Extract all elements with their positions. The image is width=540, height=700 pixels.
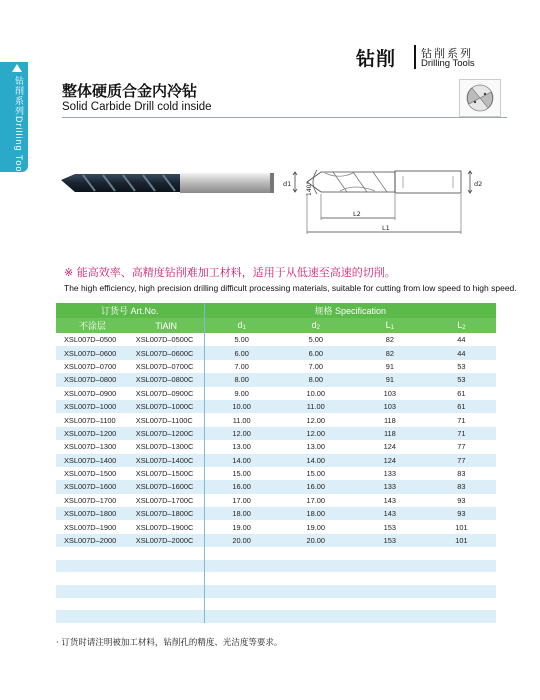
table-cell: 16.00 bbox=[279, 480, 353, 493]
table-cell-empty bbox=[204, 547, 279, 560]
table-cell: 124 bbox=[353, 454, 427, 467]
table-cell: 83 bbox=[427, 467, 496, 480]
table-cell: 77 bbox=[427, 440, 496, 453]
table-cell: XSL007D–1000C bbox=[129, 400, 204, 413]
table-cell: 118 bbox=[353, 413, 427, 426]
table-cell: 103 bbox=[353, 400, 427, 413]
label-L1: L1 bbox=[382, 224, 390, 232]
table-cell: 12.00 bbox=[204, 427, 279, 440]
product-title-en: Solid Carbide Drill cold inside bbox=[62, 101, 212, 113]
table-cell: 8.00 bbox=[279, 373, 353, 386]
table-cell-empty bbox=[129, 610, 204, 623]
table-cell-empty bbox=[56, 598, 129, 611]
section-title: 钻削 bbox=[356, 48, 397, 70]
table-cell: 7.00 bbox=[279, 360, 353, 373]
table-cell: 15.00 bbox=[204, 467, 279, 480]
table-cell-empty bbox=[56, 610, 129, 623]
table-cell: 7.00 bbox=[204, 360, 279, 373]
table-cell-empty bbox=[353, 585, 427, 598]
table-cell: XSL007D–1800C bbox=[129, 507, 204, 520]
section-subtitle-cn: 钻削系列 bbox=[421, 47, 473, 60]
table-cell: 10.00 bbox=[279, 387, 353, 400]
table-cell: 16.00 bbox=[204, 480, 279, 493]
table-cell-empty bbox=[204, 585, 279, 598]
table-cell: 18.00 bbox=[279, 507, 353, 520]
table-cell: 14.00 bbox=[279, 454, 353, 467]
table-cell: XSL007D–1800 bbox=[56, 507, 129, 520]
table-cell: 17.00 bbox=[204, 494, 279, 507]
table-row bbox=[56, 413, 496, 426]
table-cell: 44 bbox=[427, 333, 496, 346]
footer-note: · 订货时请注明被加工材料，钻削孔的精度、光洁度等要求。 bbox=[56, 638, 283, 648]
table-cell-empty bbox=[353, 610, 427, 623]
table-cell-empty bbox=[353, 598, 427, 611]
table-cell-empty bbox=[204, 598, 279, 611]
spec-table bbox=[56, 303, 496, 623]
table-cell-empty bbox=[56, 560, 129, 573]
table-cell: 14.00 bbox=[204, 454, 279, 467]
table-cell: 143 bbox=[353, 494, 427, 507]
drill-tip-icon bbox=[459, 79, 501, 117]
table-row bbox=[56, 507, 496, 520]
table-cell: 6.00 bbox=[204, 346, 279, 359]
label-d2: d2 bbox=[474, 180, 483, 188]
table-cell: XSL007D–1900C bbox=[129, 520, 204, 533]
table-cell-empty bbox=[279, 547, 353, 560]
table-row bbox=[56, 427, 496, 440]
feature-text-cn: ※ 能高效率、高精度钻削难加工材料，适用于从低速至高速的切削。 bbox=[64, 266, 396, 279]
table-cell: XSL007D–1500C bbox=[129, 467, 204, 480]
table-row-empty bbox=[56, 547, 496, 560]
table-cell: XSL007D–2000 bbox=[56, 534, 129, 547]
table-cell: 71 bbox=[427, 413, 496, 426]
title-rule bbox=[62, 117, 507, 118]
table-cell: 71 bbox=[427, 427, 496, 440]
header-d2: d2 bbox=[279, 318, 353, 333]
section-subtitle-en: Drilling Tools bbox=[421, 58, 475, 69]
table-cell: 93 bbox=[427, 494, 496, 507]
table-cell-empty bbox=[427, 572, 496, 585]
table-row-empty bbox=[56, 572, 496, 585]
table-cell-empty bbox=[129, 598, 204, 611]
table-cell: 13.00 bbox=[279, 440, 353, 453]
table-cell-empty bbox=[279, 598, 353, 611]
side-tab-label: 钻削系列Drilling Tools bbox=[14, 76, 24, 181]
table-row-empty bbox=[56, 585, 496, 598]
table-cell: 124 bbox=[353, 440, 427, 453]
table-cell: 133 bbox=[353, 480, 427, 493]
table-row bbox=[56, 333, 496, 346]
table-cell: XSL007D–0700 bbox=[56, 360, 129, 373]
table-cell: 91 bbox=[353, 373, 427, 386]
table-cell-empty bbox=[279, 610, 353, 623]
table-cell: 19.00 bbox=[204, 520, 279, 533]
table-header-row-2 bbox=[56, 318, 496, 333]
label-d1: d1 bbox=[283, 180, 292, 188]
table-cell-empty bbox=[427, 585, 496, 598]
table-cell: XSL007D–1500 bbox=[56, 467, 129, 480]
table-row-empty bbox=[56, 598, 496, 611]
table-cell: 5.00 bbox=[279, 333, 353, 346]
table-row bbox=[56, 534, 496, 547]
table-cell-empty bbox=[427, 610, 496, 623]
table-cell-empty bbox=[353, 572, 427, 585]
table-cell-empty bbox=[279, 572, 353, 585]
table-cell: XSL007D–1400 bbox=[56, 454, 129, 467]
table-cell: XSL007D–1700 bbox=[56, 494, 129, 507]
table-cell: 101 bbox=[427, 520, 496, 533]
table-cell: 82 bbox=[353, 346, 427, 359]
label-angle: 140° bbox=[306, 181, 313, 196]
table-cell: 118 bbox=[353, 427, 427, 440]
table-row-empty bbox=[56, 610, 496, 623]
table-row bbox=[56, 454, 496, 467]
table-cell: 20.00 bbox=[204, 534, 279, 547]
table-cell: XSL007D–1200 bbox=[56, 427, 129, 440]
triangle-icon bbox=[12, 64, 22, 72]
table-cell-empty bbox=[56, 547, 129, 560]
header-specification: 规格 Specification bbox=[204, 303, 496, 318]
table-cell: XSL007D–0600C bbox=[129, 346, 204, 359]
table-cell: XSL007D–1900 bbox=[56, 520, 129, 533]
table-cell: 10.00 bbox=[204, 400, 279, 413]
table-cell-empty bbox=[204, 572, 279, 585]
table-row bbox=[56, 520, 496, 533]
table-cell-empty bbox=[204, 560, 279, 573]
table-cell: 91 bbox=[353, 360, 427, 373]
table-cell: XSL007D–0900 bbox=[56, 387, 129, 400]
table-cell: 93 bbox=[427, 507, 496, 520]
table-cell: 8.00 bbox=[204, 373, 279, 386]
table-cell: 13.00 bbox=[204, 440, 279, 453]
table-cell: 77 bbox=[427, 454, 496, 467]
header-L2: L2 bbox=[427, 318, 496, 333]
table-cell: 101 bbox=[427, 534, 496, 547]
header-tialn: TiAlN bbox=[129, 318, 204, 333]
table-cell: 18.00 bbox=[204, 507, 279, 520]
table-row bbox=[56, 480, 496, 493]
table-cell: 6.00 bbox=[279, 346, 353, 359]
table-cell: 153 bbox=[353, 534, 427, 547]
table-cell: 44 bbox=[427, 346, 496, 359]
table-cell: 9.00 bbox=[204, 387, 279, 400]
table-cell-empty bbox=[56, 585, 129, 598]
table-cell-empty bbox=[129, 572, 204, 585]
table-cell: 5.00 bbox=[204, 333, 279, 346]
table-cell: 17.00 bbox=[279, 494, 353, 507]
table-cell-empty bbox=[353, 560, 427, 573]
table-row bbox=[56, 467, 496, 480]
table-row bbox=[56, 440, 496, 453]
table-row bbox=[56, 494, 496, 507]
table-cell: 103 bbox=[353, 387, 427, 400]
table-cell: 153 bbox=[353, 520, 427, 533]
table-cell: 20.00 bbox=[279, 534, 353, 547]
table-row bbox=[56, 400, 496, 413]
table-cell: 12.00 bbox=[279, 427, 353, 440]
table-row bbox=[56, 387, 496, 400]
table-cell: XSL007D–1200C bbox=[129, 427, 204, 440]
table-cell: 61 bbox=[427, 400, 496, 413]
table-cell: XSL007D–0600 bbox=[56, 346, 129, 359]
table-cell: XSL007D–1100C bbox=[129, 413, 204, 426]
table-cell-empty bbox=[129, 547, 204, 560]
header-L1: L1 bbox=[353, 318, 427, 333]
table-cell-empty bbox=[427, 547, 496, 560]
table-cell-empty bbox=[204, 610, 279, 623]
table-cell: XSL007D–1300C bbox=[129, 440, 204, 453]
drill-photo bbox=[61, 173, 274, 193]
table-cell-empty bbox=[353, 547, 427, 560]
table-cell-empty bbox=[56, 572, 129, 585]
table-cell: 12.00 bbox=[279, 413, 353, 426]
header-d1: d1 bbox=[204, 318, 279, 333]
table-cell: XSL007D–0800C bbox=[129, 373, 204, 386]
table-cell: XSL007D–1400C bbox=[129, 454, 204, 467]
table-header-row-1 bbox=[56, 303, 496, 318]
table-row bbox=[56, 373, 496, 386]
table-cell: XSL007D–0900C bbox=[129, 387, 204, 400]
table-cell: 83 bbox=[427, 480, 496, 493]
table-cell: XSL007D–1300 bbox=[56, 440, 129, 453]
table-cell-empty bbox=[427, 560, 496, 573]
table-row bbox=[56, 360, 496, 373]
table-cell: XSL007D–1600C bbox=[129, 480, 204, 493]
table-cell-empty bbox=[279, 585, 353, 598]
table-cell: 11.00 bbox=[204, 413, 279, 426]
table-cell: 143 bbox=[353, 507, 427, 520]
table-row-empty bbox=[56, 560, 496, 573]
table-row bbox=[56, 346, 496, 359]
table-cell: 19.00 bbox=[279, 520, 353, 533]
table-cell: 133 bbox=[353, 467, 427, 480]
table-cell-empty bbox=[427, 598, 496, 611]
table-cell: 61 bbox=[427, 387, 496, 400]
header-uncoated: 不涂层 bbox=[56, 318, 129, 333]
header-divider bbox=[414, 45, 416, 69]
table-cell-empty bbox=[129, 585, 204, 598]
table-cell-empty bbox=[129, 560, 204, 573]
table-cell: 53 bbox=[427, 360, 496, 373]
table-cell: 53 bbox=[427, 373, 496, 386]
table-cell: 82 bbox=[353, 333, 427, 346]
table-cell: XSL007D–0500 bbox=[56, 333, 129, 346]
table-cell: XSL007D–0500C bbox=[129, 333, 204, 346]
feature-text-en: The high efficiency, high precision drilling difficult processing materials, suitable for cutting from low speed to high speed. bbox=[64, 283, 517, 293]
table-cell: XSL007D–1000 bbox=[56, 400, 129, 413]
table-cell: 15.00 bbox=[279, 467, 353, 480]
product-title-cn: 整体硬质合金内冷钻 bbox=[62, 82, 198, 100]
table-cell: XSL007D–0700C bbox=[129, 360, 204, 373]
table-cell: XSL007D–0800 bbox=[56, 373, 129, 386]
table-cell: XSL007D–2000C bbox=[129, 534, 204, 547]
table-cell-empty bbox=[279, 560, 353, 573]
table-cell: XSL007D–1600 bbox=[56, 480, 129, 493]
label-L2: L2 bbox=[353, 210, 361, 218]
table-cell: 11.00 bbox=[279, 400, 353, 413]
header-order-no: 订货号 Art.No. bbox=[56, 303, 204, 318]
table-cell: XSL007D–1100 bbox=[56, 413, 129, 426]
table-cell: XSL007D–1700C bbox=[129, 494, 204, 507]
drill-drawing bbox=[55, 158, 505, 238]
